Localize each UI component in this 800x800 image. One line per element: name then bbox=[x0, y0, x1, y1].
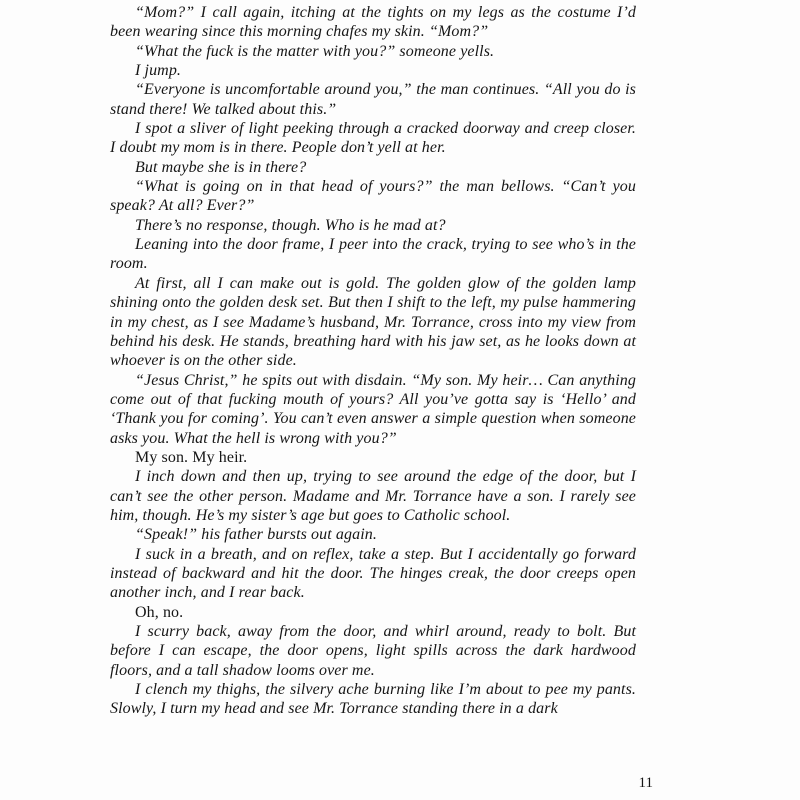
paragraph: I scurry back, away from the door, and whirl around, ready to bolt. But before I can escape, the door opens, light spills across the dark hardwood floors, and a tall shadow looms over me. bbox=[110, 623, 636, 679]
text-block bbox=[110, 3, 636, 719]
paragraph: “Jesus Christ,” he spits out with disdain. “My son. My heir… Can anything come out of that fucking mouth of yours? All you’ve gotta say is ‘Hello’ and ‘Thank you for coming’. You can’t even answer a simple question when someone asks you. What the hell is wrong with you?” bbox=[110, 371, 636, 447]
paragraph: “Speak!” his father bursts out again. bbox=[135, 526, 377, 544]
paragraph: “Mom?” I call again, itching at the tights on my legs as the costume I’d been wearing since this morning chafes my skin. “Mom?” bbox=[110, 4, 636, 41]
paragraph: There’s no response, though. Who is he mad at? bbox=[135, 216, 446, 234]
paragraph: My son. My heir. bbox=[135, 448, 248, 466]
paragraph: At first, all I can make out is gold. The golden glow of the golden lamp shining onto the golden desk set. But then I shift to the left, my pulse hammering in my chest, as I see Madame’s husband, Mr. Torrance, cross into my view from behind his desk. He stands, breathing hard with his jaw set, as he looks down at whoever is on the other side. bbox=[110, 274, 636, 370]
paragraph: I suck in a breath, and on reflex, take a step. But I accidentally go forward instead of backward and hit the door. The hinges creak, the door creeps open another inch, and I rear back. bbox=[110, 545, 636, 602]
paragraph: Oh, no. bbox=[135, 603, 184, 621]
paragraph: I spot a sliver of light peeking through a cracked doorway and creep closer. I doubt my mom is in there. People don’t yell at her. bbox=[110, 120, 636, 157]
paragraph: But maybe she is in there? bbox=[135, 158, 307, 176]
paragraph: “What is going on in that head of yours?” the man bellows. “Can’t you speak? At all? Ever?” bbox=[110, 178, 636, 215]
paragraph: I inch down and then up, trying to see around the edge of the door, but I can’t see the other person. Madame and Mr. Torrance have a son. I rarely see him, though. He’s my sister’s age but goes to Catholic school. bbox=[110, 468, 636, 524]
paragraph: I jump. bbox=[135, 62, 182, 80]
paragraph: Leaning into the door frame, I peer into the crack, trying to see who’s in the room. bbox=[110, 236, 636, 273]
paragraph: “What the fuck is the matter with you?” someone yells. bbox=[135, 42, 495, 60]
paragraph: I clench my thighs, the silvery ache burning like I’m about to pee my pants. Slowly, I turn my head and see Mr. Torrance standing there in a dark bbox=[110, 681, 636, 718]
paragraph: “Everyone is uncomfortable around you,” the man continues. “All you do is stand there! We talked about this.” bbox=[110, 81, 636, 118]
page-number: 11 bbox=[638, 775, 653, 791]
